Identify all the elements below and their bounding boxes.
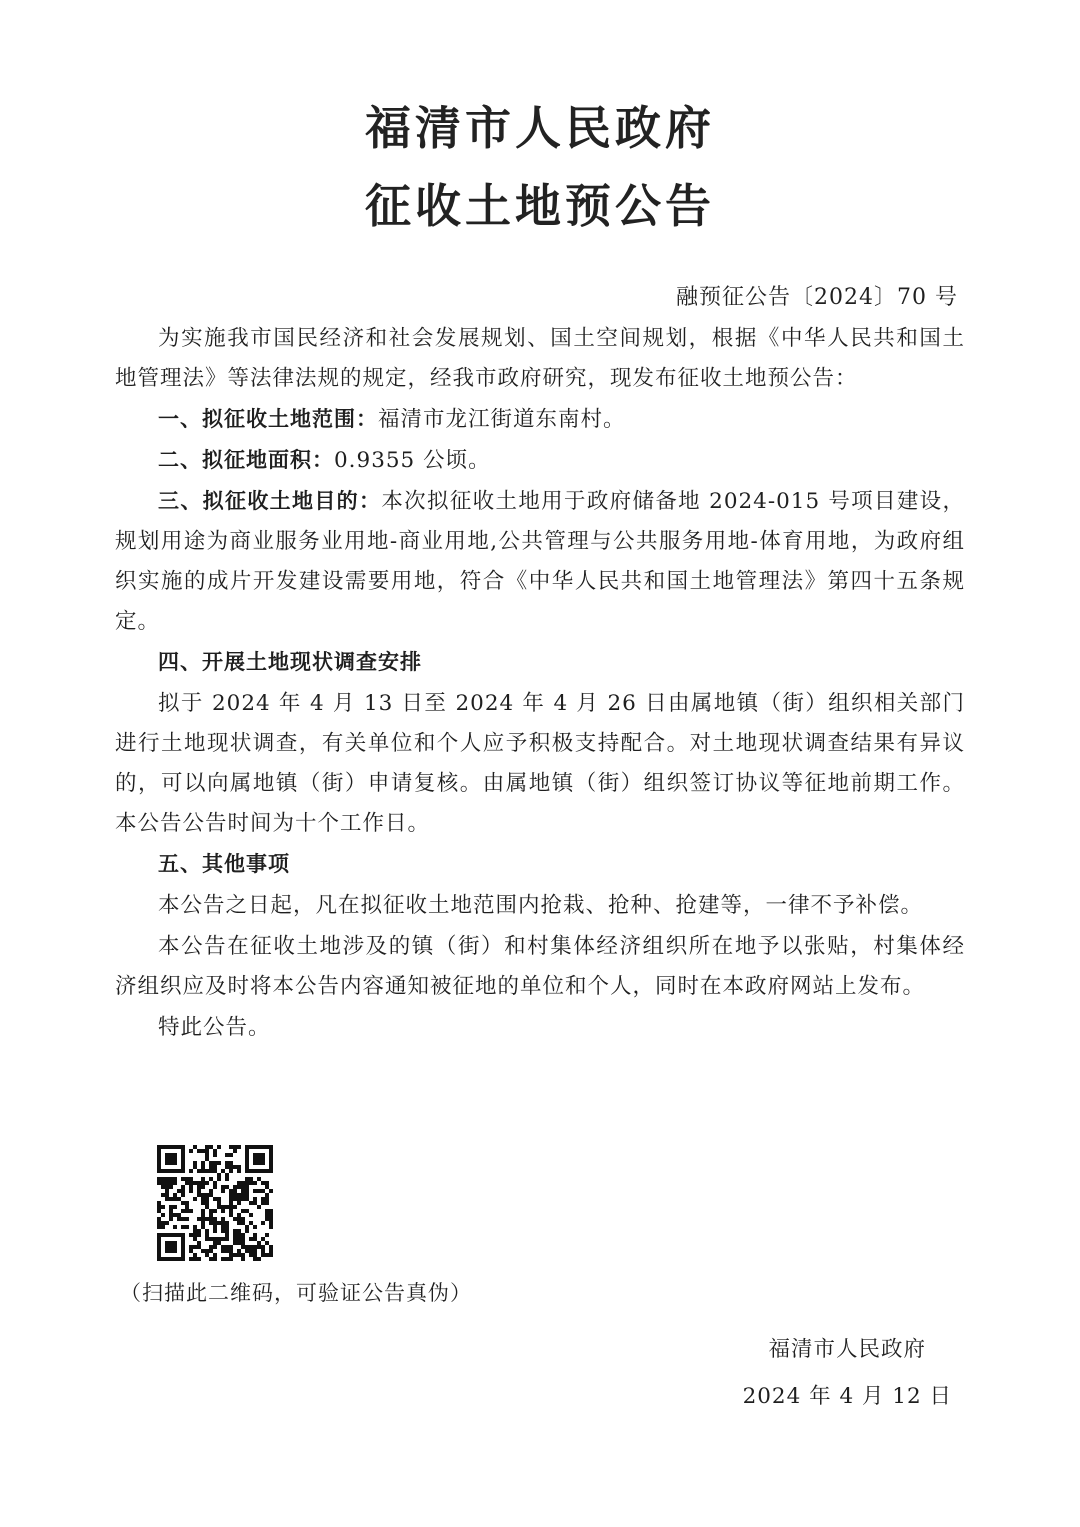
paragraph-item-5-body-1 bbox=[115, 885, 965, 926]
paragraph-heading: 二、拟征地面积： bbox=[158, 448, 334, 472]
paragraph-text: 本次拟征收土地用于政府储备地 2024-015 号项目建设，规划用途为商业服务业用地-商业用地,公共管理与公共服务用地-体育用地，为政府组织实施的成片开发建设需要用地，符合《中华人民共和国土地管理法》第四十五条规定。 bbox=[115, 489, 965, 634]
signature-block bbox=[743, 1330, 952, 1417]
title-block bbox=[0, 0, 1080, 245]
paragraph-heading: 五、其他事项 bbox=[158, 852, 290, 876]
paragraph-heading: 四、开展土地现状调查安排 bbox=[158, 650, 422, 674]
paragraph-closing bbox=[115, 1007, 965, 1048]
qr-caption: （扫描此二维码，可验证公告真伪） bbox=[120, 1281, 472, 1305]
page-title-line2: 征收土地预公告 bbox=[365, 179, 715, 233]
paragraph-item-4-body bbox=[115, 683, 965, 844]
signature-date: 2024 年 4 月 12 日 bbox=[742, 1384, 952, 1409]
paragraph-item-1 bbox=[115, 399, 965, 440]
paragraph-text: 为实施我市国民经济和社会发展规划、国土空间规划，根据《中华人民共和国土地管理法》等法律法规的规定，经我市政府研究，现发布征收土地预公告： bbox=[115, 326, 965, 391]
qr-code bbox=[157, 1145, 273, 1261]
paragraph-heading: 三、拟征收土地目的： bbox=[158, 489, 382, 513]
doc-number: 融预征公告〔2024〕70 号 bbox=[676, 285, 958, 310]
body-block bbox=[115, 318, 965, 1048]
paragraph-text: 0.9355 公顷。 bbox=[334, 448, 491, 473]
paragraph-text: 拟于 2024 年 4 月 13 日至 2024 年 4 月 26 日由属地镇（街）组织相关部门进行土地现状调查，有关单位和个人应予积极支持配合。对土地现状调查结果有异议的，可以向属地镇（街）申请复核。由属地镇（街）组织签订协议等征地前期工作。本公告公告时间为十个工作日。 bbox=[115, 691, 965, 836]
paragraph-item-5-body-2 bbox=[115, 926, 965, 1007]
paragraph-text: 特此公告。 bbox=[158, 1015, 271, 1040]
paragraph-text: 本公告在征收土地涉及的镇（街）和村集体经济组织所在地予以张贴，村集体经济组织应及时将本公告内容通知被征地的单位和个人，同时在本政府网站上发布。 bbox=[115, 934, 965, 999]
qr-block bbox=[120, 1145, 1080, 1313]
signature-inner bbox=[743, 1330, 952, 1417]
paragraph-intro bbox=[115, 318, 965, 399]
paragraph-item-5-heading bbox=[115, 844, 965, 885]
paragraph-item-4-heading bbox=[115, 642, 965, 683]
page-title-line1: 福清市人民政府 bbox=[365, 101, 715, 155]
paragraph-item-2 bbox=[115, 440, 965, 481]
signature-name: 福清市人民政府 bbox=[768, 1337, 927, 1362]
paragraph-item-3 bbox=[115, 481, 965, 642]
paragraph-text: 本公告之日起，凡在拟征收土地范围内抢栽、抢种、抢建等，一律不予补偿。 bbox=[158, 893, 924, 918]
paragraph-heading: 一、拟征收土地范围： bbox=[158, 407, 378, 431]
paragraph-text: 福清市龙江街道东南村。 bbox=[378, 407, 626, 432]
